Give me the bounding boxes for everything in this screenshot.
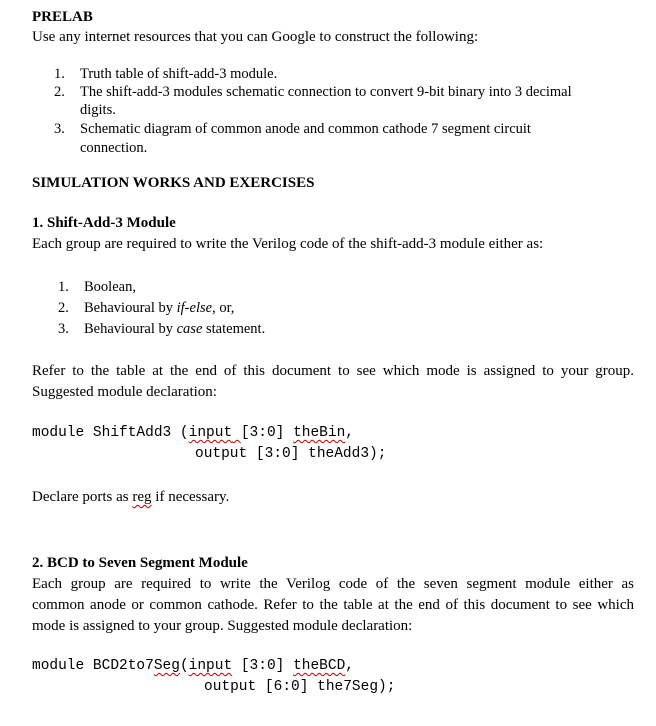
list-number: 2.: [58, 300, 69, 316]
code-input-keyword: input: [188, 658, 233, 674]
list-number: 1.: [54, 66, 65, 82]
code-port-name: theBin: [293, 425, 346, 441]
prelab-item-2-cont: digits.: [80, 102, 116, 118]
prelab-item-2: [54, 84, 572, 101]
code-module-keyword: module ShiftAdd3: [32, 425, 172, 441]
prelab-item-3-cont: connection.: [80, 140, 148, 156]
list-text: Behavioural by: [84, 321, 177, 337]
case-keyword: case: [176, 321, 203, 337]
code-port-name: theBCD: [293, 658, 346, 674]
if-else-keyword: if-else: [176, 300, 213, 316]
code-paren: (: [171, 425, 189, 441]
list-text-suffix: , or,: [212, 300, 235, 316]
option-case: [58, 321, 265, 338]
declare-ports-note: [32, 489, 229, 506]
code-shiftadd3-line-1: [32, 425, 354, 441]
code-comma: ,: [345, 425, 354, 441]
refer-line-1: Refer to the table at the end of this document to see which mode is assigned to your group.: [32, 363, 634, 379]
list-number: 2.: [54, 84, 65, 100]
code-range: [3:0]: [240, 425, 294, 441]
code-module-keyword: module BCD2to7: [32, 658, 154, 674]
list-number: 3.: [58, 321, 69, 337]
code-bcd-line-1: [32, 658, 354, 674]
bcd-heading: 2. BCD to Seven Segment Module: [32, 555, 248, 571]
refer-line-2: Suggested module declaration:: [32, 384, 217, 400]
list-text-suffix: statement.: [202, 321, 266, 337]
prelab-item-1: [54, 66, 277, 83]
code-input-keyword: input: [188, 425, 233, 441]
option-if-else: [58, 300, 234, 317]
declare-text-suffix: if necessary.: [151, 489, 230, 505]
list-text: Boolean,: [84, 279, 136, 295]
list-text: The shift-add-3 modules schematic connection to convert 9-bit binary into 3 decimal: [80, 84, 572, 100]
list-text: Behavioural by: [84, 300, 177, 316]
prelab-intro: Use any internet resources that you can Google to construct the following:: [32, 29, 479, 45]
list-text: Schematic diagram of common anode and common cathode 7 segment circuit: [80, 121, 531, 137]
bcd-line-2: common anode or common cathode. Refer to the table at the end of this document to see which: [32, 597, 634, 613]
declare-text: Declare ports as: [32, 489, 133, 505]
reg-keyword: reg: [132, 489, 152, 505]
code-space: [232, 425, 241, 441]
prelab-item-3: [54, 121, 531, 138]
list-number: 3.: [54, 121, 65, 137]
code-range: [3:0]: [232, 658, 294, 674]
bcd-line-1: Each group are required to write the Verilog code of the seven segment module either as: [32, 576, 634, 592]
list-text: Truth table of shift-add-3 module.: [80, 66, 278, 82]
simulation-heading: SIMULATION WORKS AND EXERCISES: [32, 175, 315, 191]
code-comma: ,: [345, 658, 354, 674]
prelab-heading: PRELAB: [32, 9, 93, 25]
shift-add3-intro: Each group are required to write the Verilog code of the shift-add-3 module either as:: [32, 236, 544, 252]
code-bcd-line-2: output [6:0] the7Seg);: [204, 679, 396, 695]
shift-add3-heading: 1. Shift-Add-3 Module: [32, 215, 176, 231]
code-shiftadd3-line-2: output [3:0] theAdd3);: [195, 446, 387, 462]
code-seg-fragment: Seg: [153, 658, 180, 674]
option-boolean: [58, 279, 136, 296]
bcd-line-3: mode is assigned to your group. Suggested module declaration:: [32, 618, 413, 634]
code-paren: (: [179, 658, 189, 674]
list-number: 1.: [58, 279, 69, 295]
